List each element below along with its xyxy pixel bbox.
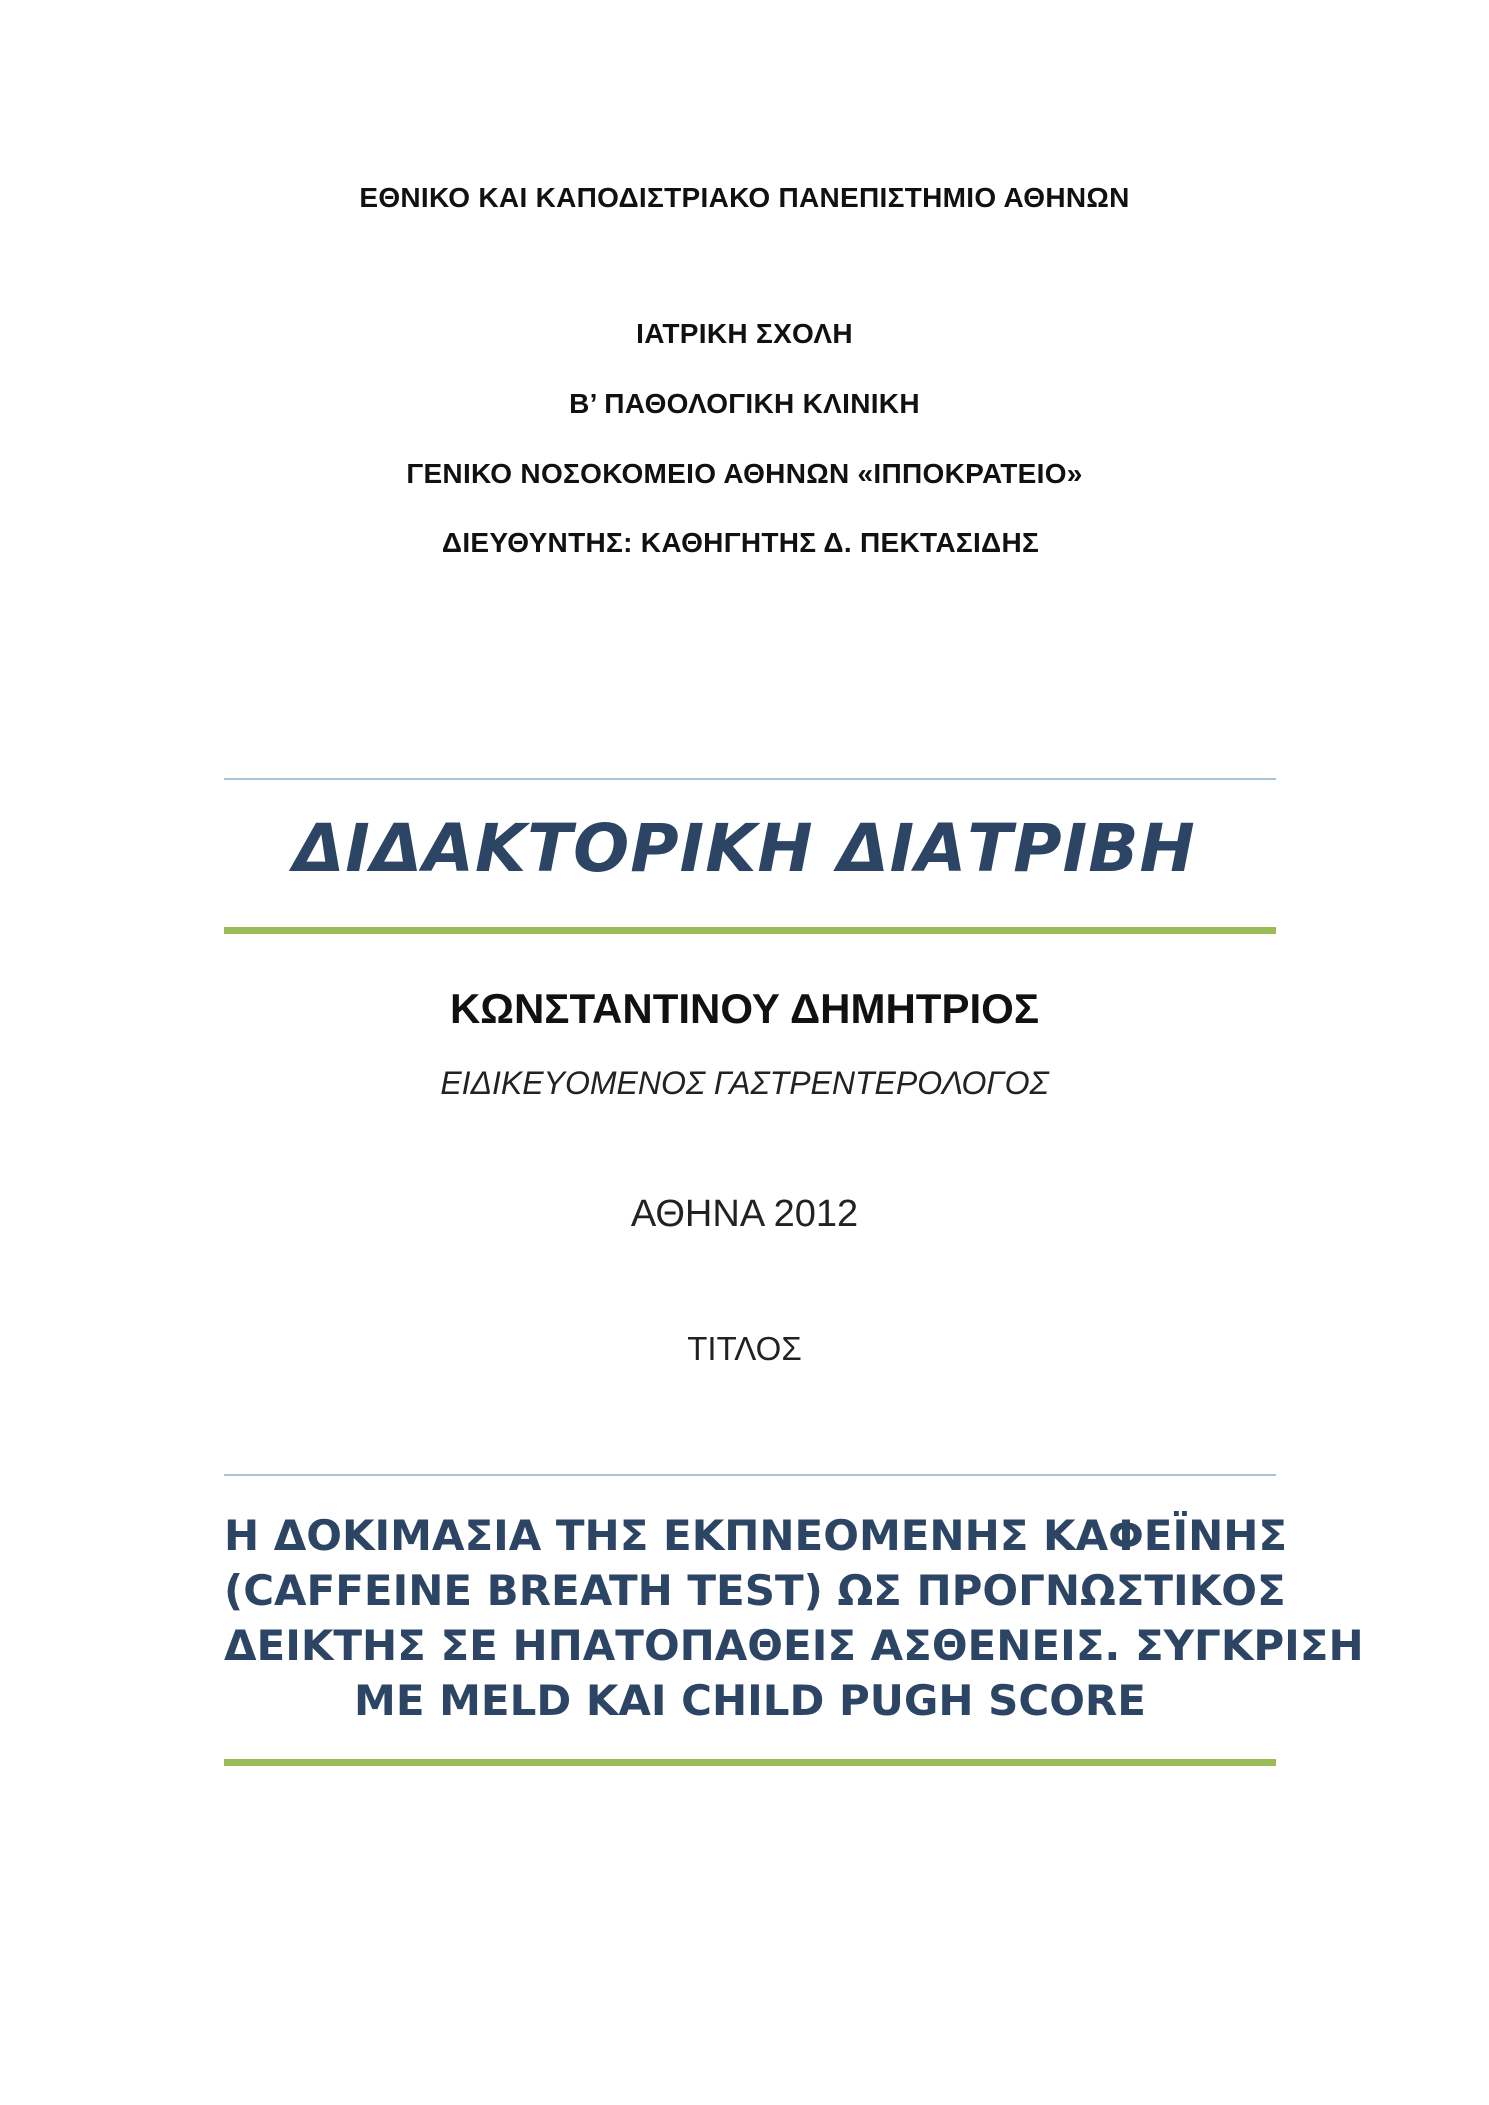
author-role: ΕΙΔΙΚΕΥΟΜΕΝΟΣ ΓΑΣΤΡΕΝΤΕΡΟΛΟΓΟΣ bbox=[440, 1065, 1049, 1101]
school-name: ΙΑΤΡΙΚΗ ΣΧΟΛΗ bbox=[636, 318, 853, 349]
director-line: ΔΙΕΥΘΥΝΤΗΣ: ΚΑΘΗΓΗΤΗΣ Δ. ΠΕΚΤΑΣΙΔΗΣ bbox=[441, 527, 1040, 558]
bottom-divider-thick bbox=[224, 1759, 1276, 1766]
top-divider-thin bbox=[224, 778, 1276, 780]
thesis-title-line: ΔΕΙΚΤΗΣ ΣΕ ΗΠΑΤΟΠΑΘΕΙΣ ΑΣΘΕΝΕΙΣ. ΣΥΓΚΡΙΣΗ bbox=[224, 1621, 1364, 1670]
university-name: ΕΘΝΙΚΟ ΚΑΙ ΚΑΠΟΔΙΣΤΡΙΑΚΟ ΠΑΝΕΠΙΣΤΗΜΙΟ ΑΘΗΝΩΝ bbox=[359, 182, 1130, 213]
bottom-divider-thin bbox=[224, 1474, 1276, 1476]
author-name: ΚΩΝΣΤΑΝΤΙΝΟΥ ΔΗΜΗΤΡΙΟΣ bbox=[449, 985, 1040, 1032]
thesis-title-line: ΜΕ MELD ΚΑΙ CHILD PUGH SCORE bbox=[354, 1676, 1146, 1725]
title-label: ΤΙΤΛΟΣ bbox=[687, 1330, 802, 1367]
place-year: ΑΘΗΝΑ 2012 bbox=[630, 1193, 859, 1235]
hospital-name: ΓΕΝΙΚΟ ΝΟΣΟΚΟΜΕΙΟ ΑΘΗΝΩΝ «ΙΠΠΟΚΡΑΤΕΙΟ» bbox=[406, 458, 1083, 489]
thesis-title bbox=[224, 1508, 1364, 1728]
clinic-name: Β’ ΠΑΘΟΛΟΓΙΚΗ ΚΛΙΝΙΚΗ bbox=[569, 388, 920, 419]
thesis-title-line: (CAFFEINE BREATH TEST) ΩΣ ΠΡΟΓΝΩΣΤΙΚΟΣ bbox=[224, 1566, 1286, 1615]
document-type-title: ΔΙΔΑΚΤΟΡΙΚΗ ΔΙΑΤΡΙΒΗ bbox=[293, 810, 1196, 887]
top-divider-thick bbox=[224, 927, 1276, 934]
thesis-title-line: Η ΔΟΚΙΜΑΣΙΑ ΤΗΣ ΕΚΠΝΕΟΜΕΝΗΣ ΚΑΦΕΪΝΗΣ bbox=[224, 1511, 1288, 1560]
